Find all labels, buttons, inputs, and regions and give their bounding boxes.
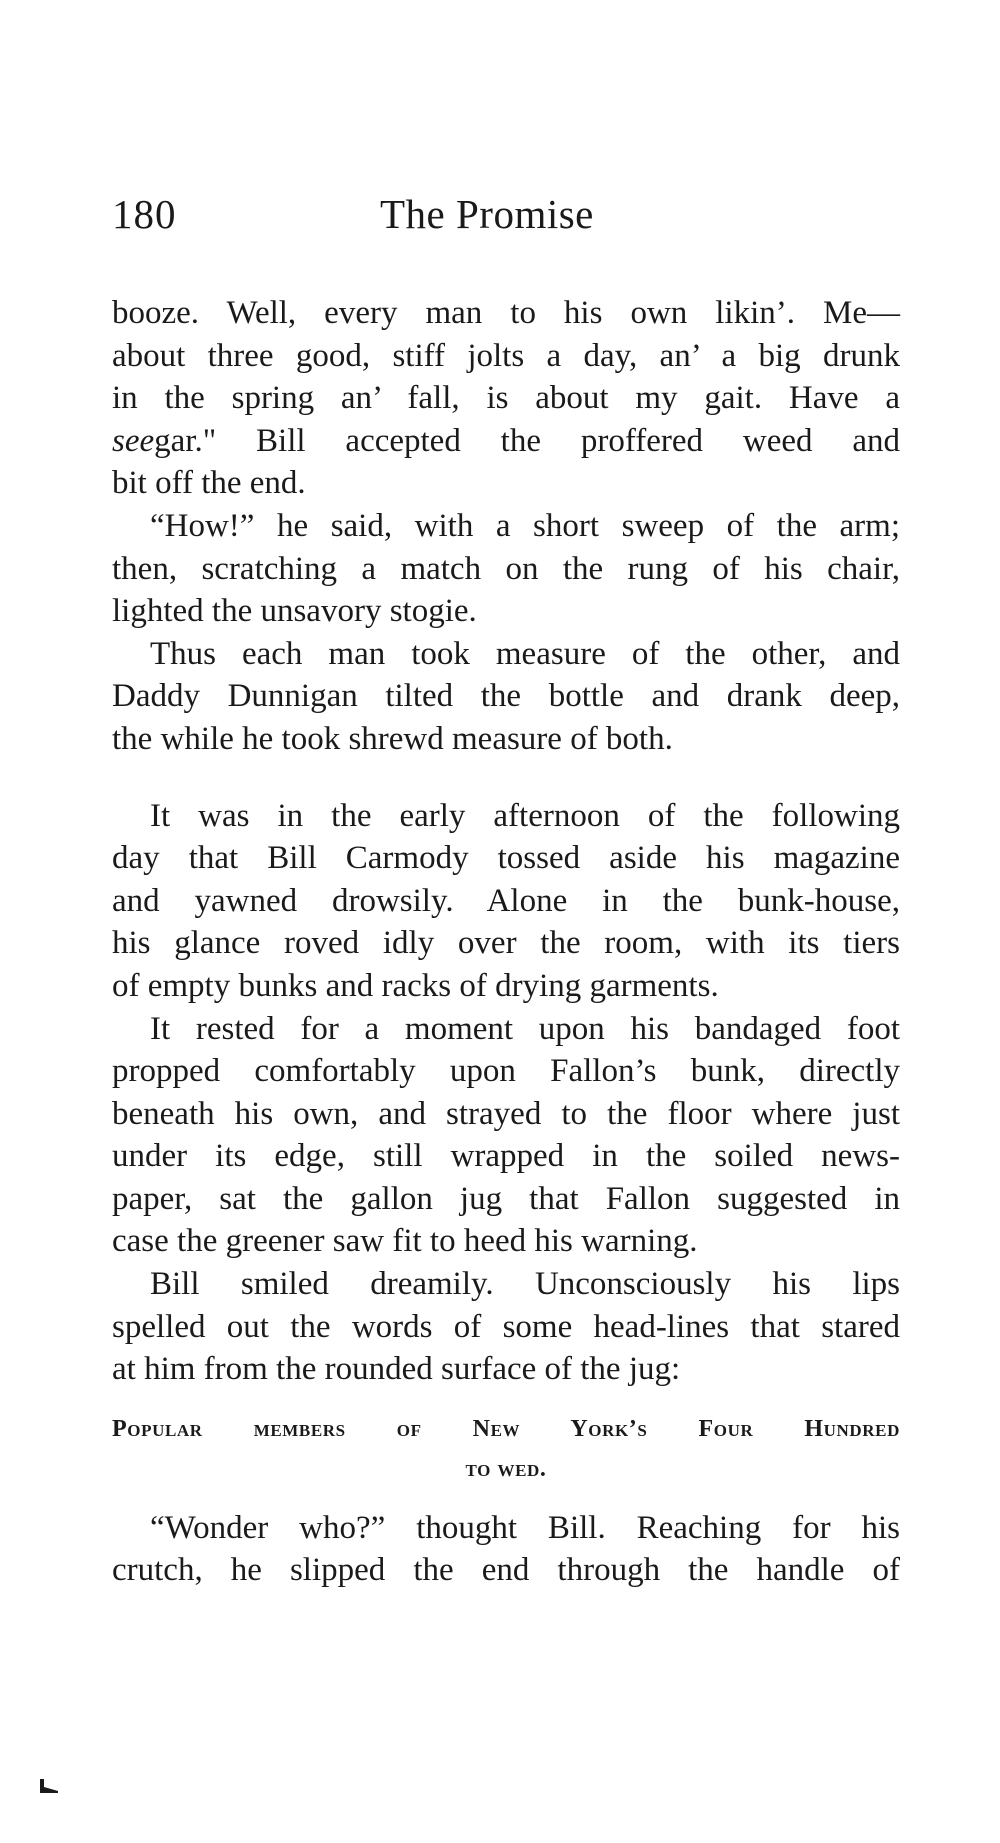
- text-line: in the spring an’ fall, is about my gait. Have a: [112, 380, 900, 417]
- text-line: Bill smiled dreamily. Unconsciously his lips: [150, 1266, 900, 1303]
- text-line: then, scratching a match on the rung of his chair,: [112, 550, 900, 587]
- text-fragment: gar.": [154, 422, 257, 459]
- running-title: The Promise: [380, 191, 594, 237]
- text-line: “Wonder who?” thought Bill. Reaching for his: [150, 1509, 900, 1546]
- running-head: [112, 190, 900, 250]
- text-line: case the greener saw fit to heed his warning.: [112, 1223, 698, 1260]
- text-line: day that Bill Carmody tossed aside his magazine: [112, 840, 900, 877]
- text-line: about three good, stiff jolts a day, an’ a big drunk: [112, 337, 900, 374]
- section-break: [112, 761, 900, 795]
- text-line: and yawned drowsily. Alone in the bunk-house,: [112, 882, 900, 919]
- text-line: of empty bunks and racks of drying garments.: [112, 967, 719, 1004]
- text-line: “How!” he said, with a short sweep of the arm;: [150, 507, 900, 544]
- spacer: [112, 1391, 900, 1409]
- text-line: his glance roved idly over the room, with its tiers: [112, 925, 900, 962]
- spacer: [112, 1489, 900, 1507]
- text-line: spelled out the words of some head-lines that stared: [112, 1308, 900, 1345]
- italic-emphasis: see: [112, 422, 155, 459]
- newspaper-headline: Popular members of New York’s Four Hundred: [112, 1415, 900, 1442]
- text-line: lighted the unsavory stogie.: [112, 593, 477, 630]
- text-line: crutch, he slipped the end through the handle of: [112, 1552, 900, 1589]
- newspaper-headline: to wed.: [465, 1455, 547, 1482]
- text-line: the while he took shrewd measure of both.: [112, 720, 673, 757]
- text-line: beneath his own, and strayed to the floor where just: [112, 1095, 900, 1132]
- body-text: [112, 292, 900, 1592]
- text-line: [112, 420, 900, 463]
- text-line: Thus each man took measure of the other, and: [150, 635, 900, 672]
- text-line: It was in the early afternoon of the following: [150, 797, 900, 834]
- text-line: propped comfortably upon Fallon’s bunk, directly: [112, 1053, 900, 1090]
- text-line: under its edge, still wrapped in the soiled news-: [112, 1138, 900, 1175]
- text-line: It rested for a moment upon his bandaged foot: [150, 1010, 900, 1047]
- text-line: booze. Well, every man to his own likin’. Me—: [112, 295, 900, 331]
- page-number: 180: [112, 191, 177, 237]
- text-fragment: Bill accepted the proffered weed and: [256, 422, 900, 459]
- text-line: Daddy Dunnigan tilted the bottle and drank deep,: [112, 678, 900, 715]
- text-line: bit off the end.: [112, 465, 306, 502]
- corner-mark-icon: [40, 1779, 60, 1793]
- text-line: at him from the rounded surface of the jug:: [112, 1351, 681, 1388]
- text-line: paper, sat the gallon jug that Fallon suggested in: [112, 1180, 900, 1217]
